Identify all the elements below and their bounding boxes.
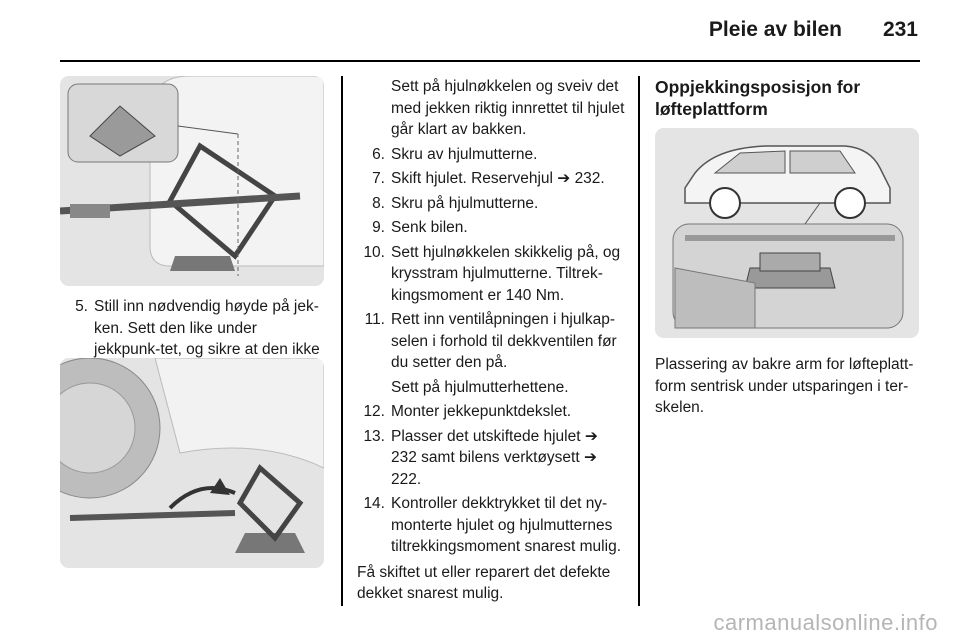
step-text: Senk bilen. (391, 219, 468, 236)
jack-crank-figure (60, 358, 324, 568)
list-item (357, 401, 627, 423)
list-item (357, 217, 627, 239)
list-item (357, 309, 627, 374)
header-title: Pleie av bilen (708, 18, 842, 41)
step-number: 14. (363, 495, 385, 512)
page-header (0, 0, 960, 62)
step-number: 5. (75, 298, 88, 315)
step-number: 6. (372, 145, 385, 163)
step-text: Monter jekkepunktdekslet. (391, 403, 572, 420)
column-divider-1 (341, 76, 343, 606)
step-number: 10. (363, 243, 385, 261)
page-number: 231 (882, 18, 918, 41)
step-number: 12. (363, 403, 385, 420)
step-text: Rett inn ventilåpningen i hjulkap-selen i forhold til dekkventilen før du setter den på. (391, 311, 617, 371)
step-continuation: Sett på hjulmutterhettene. (391, 378, 569, 396)
step-text: Plasser det utskiftede hjulet ➔ 232 samt bilens verktøysett ➔ 222. (391, 427, 598, 488)
column-3-caption (655, 350, 925, 419)
list-item (357, 242, 627, 307)
step-text: Still inn nødvendig høyde på jek-ken. Sett den like under jekkpunk-tet, og sikre at den ikke (94, 298, 320, 358)
step-text: Sett hjulnøkkelen skikkelig på, og krysstram hjulmutterne. Tiltrek-kingsmoment er 140 Nm. (391, 243, 621, 304)
step-number: 8. (372, 194, 385, 212)
scissor-jack-figure (60, 76, 324, 286)
list-item (357, 168, 627, 190)
list-item (357, 493, 627, 558)
column-2-text (357, 76, 627, 605)
figure-caption: Plassering av bakre arm for løfteplatt-form sentrisk under utsparingen i ter-skelen. (655, 356, 914, 416)
step-text: Skru av hjulmutterne. (391, 145, 538, 163)
footer-watermark: carmanualsonline.info (713, 610, 938, 635)
column-3 (655, 76, 923, 120)
step-number: 11. (364, 311, 385, 328)
column-divider-2 (638, 76, 640, 606)
list-item (357, 426, 627, 491)
header-rule (60, 60, 920, 62)
step-number: 9. (372, 219, 385, 236)
list-item (357, 144, 627, 166)
step-text: Skru på hjulmutterne. (391, 194, 539, 212)
step-text: Kontroller dekktrykket til det ny-monterte hjulet og hjulmutternes tiltrekkingsmoment snarest mulig. (391, 495, 621, 555)
list-item (357, 193, 627, 215)
step-continuation: Sett på hjulnøkkelen og sveiv det med jekken riktig innrettet til hjulet går klart av bakken. (391, 78, 625, 138)
lifting-platform-figure (655, 128, 919, 338)
step-number: 7. (372, 170, 385, 187)
section-heading: Oppjekkingsposisjon for løfteplattform (655, 77, 861, 119)
step-text: Skift hjulet. Reservehjul ➔ 232. (391, 170, 605, 187)
final-paragraph: Få skiftet ut eller reparert det defekte dekket snarest mulig. (357, 563, 611, 602)
step-number: 13. (363, 427, 385, 445)
